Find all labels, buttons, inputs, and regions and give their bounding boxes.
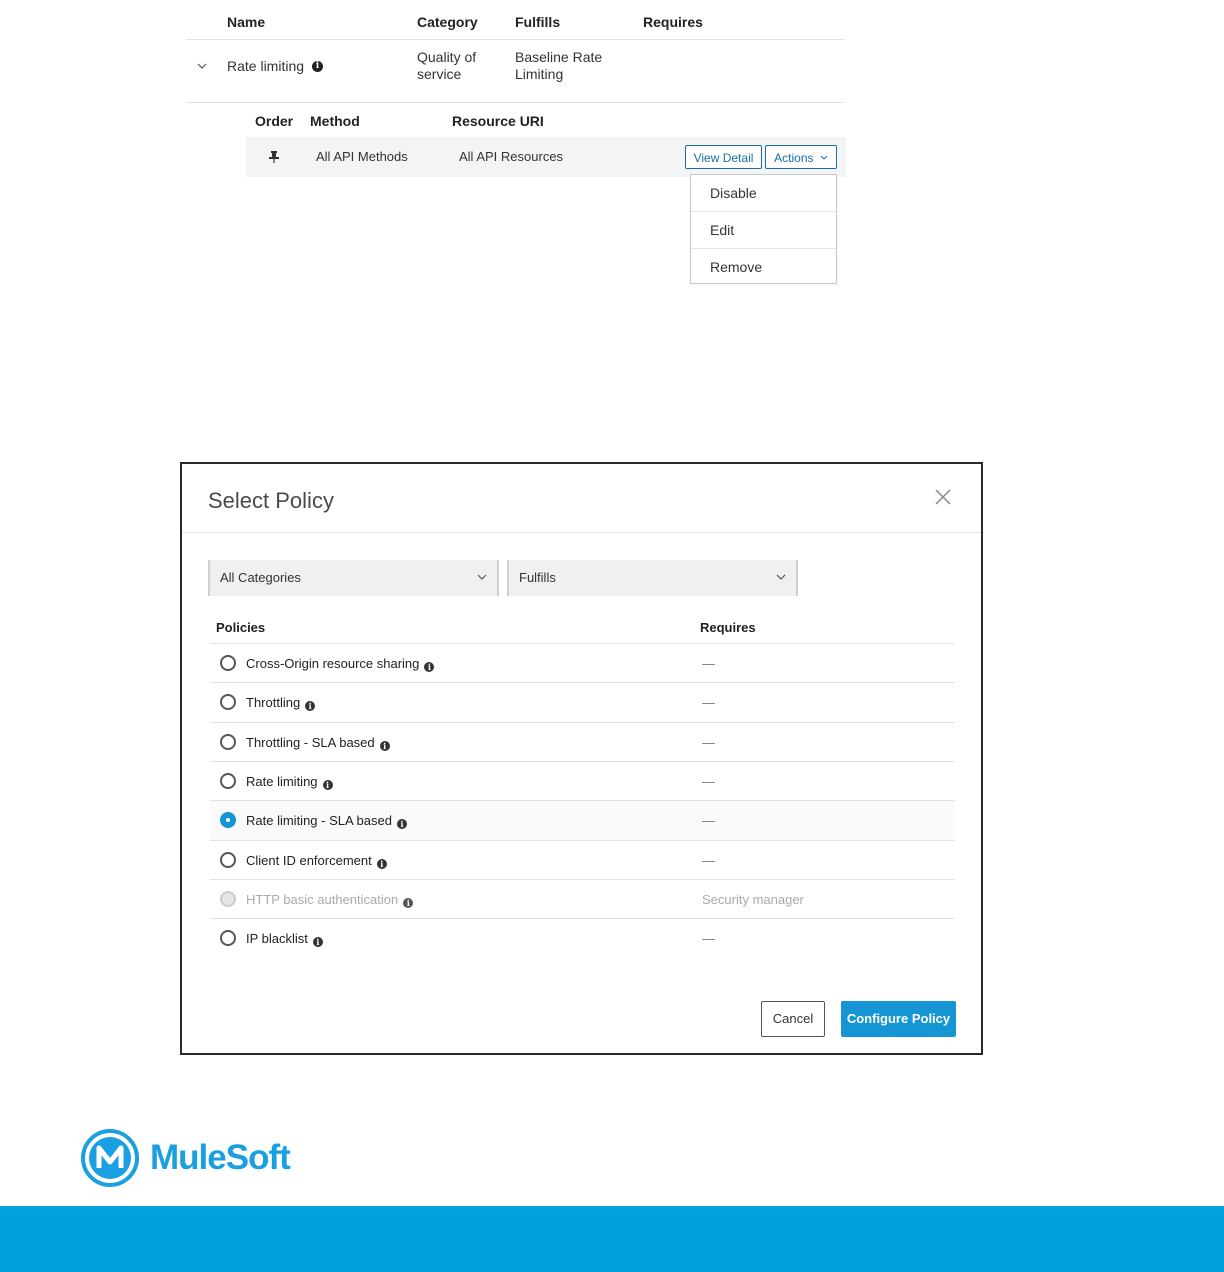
policy-radio[interactable] bbox=[220, 773, 236, 789]
chevron-down-icon[interactable] bbox=[197, 62, 207, 70]
chevron-down-icon bbox=[820, 155, 828, 161]
policy-requires: — bbox=[702, 773, 715, 789]
menu-item-remove[interactable]: Remove bbox=[710, 259, 763, 275]
col-header-method: Method bbox=[310, 113, 360, 129]
col-header-resource-uri: Resource URI bbox=[452, 113, 544, 129]
policy-category-line1: Quality of bbox=[417, 49, 477, 65]
menu-item-disable[interactable]: Disable bbox=[691, 175, 836, 212]
policy-name bbox=[246, 735, 390, 751]
policy-radio[interactable] bbox=[220, 655, 236, 671]
dialog-header-divider bbox=[182, 532, 981, 533]
chevron-down-icon bbox=[776, 574, 786, 581]
actions-button[interactable] bbox=[765, 145, 837, 169]
actions-label: Actions bbox=[774, 151, 814, 165]
policy-requires: — bbox=[702, 656, 715, 671]
category-select[interactable] bbox=[208, 560, 499, 596]
policy-requires: — bbox=[702, 734, 715, 750]
info-icon[interactable]: i bbox=[397, 819, 407, 829]
mulesoft-logo-icon bbox=[80, 1128, 140, 1188]
policy-radio[interactable] bbox=[220, 852, 236, 868]
menu-item-edit[interactable]: Edit bbox=[691, 212, 836, 249]
footer-bar bbox=[0, 1206, 1224, 1272]
header-divider bbox=[186, 39, 845, 40]
info-icon[interactable]: i bbox=[377, 859, 387, 869]
configure-policy-button[interactable]: Configure Policy bbox=[841, 1001, 956, 1037]
policy-name-text: HTTP basic authentication bbox=[246, 891, 399, 907]
col-header-policies: Policies bbox=[216, 620, 266, 635]
policy-radio[interactable] bbox=[220, 734, 236, 750]
policy-requires: — bbox=[702, 813, 715, 829]
view-detail-button[interactable]: View Detail bbox=[685, 145, 762, 169]
method-value: All API Methods bbox=[316, 149, 408, 164]
actions-menu bbox=[690, 174, 837, 284]
info-icon[interactable]: i bbox=[313, 937, 323, 947]
category-select-value: All Categories bbox=[220, 570, 301, 585]
policy-row[interactable] bbox=[210, 840, 955, 880]
info-icon[interactable]: i bbox=[380, 741, 390, 751]
policy-requires: — bbox=[702, 931, 715, 947]
policy-name-text: Rate limiting bbox=[246, 773, 318, 789]
chevron-down-icon bbox=[477, 574, 487, 581]
col-header-requires: Requires bbox=[700, 620, 756, 635]
fulfills-select[interactable] bbox=[507, 560, 798, 596]
policy-row[interactable] bbox=[210, 722, 955, 762]
policy-row[interactable] bbox=[210, 918, 955, 958]
col-header-name: Name bbox=[227, 14, 266, 30]
policy-row[interactable] bbox=[210, 643, 955, 683]
policy-radio bbox=[220, 891, 236, 907]
close-icon[interactable] bbox=[934, 488, 952, 506]
policy-name bbox=[246, 931, 323, 947]
pin-icon bbox=[269, 151, 279, 163]
policy-name[interactable]: Rate limiting bbox=[227, 58, 305, 74]
policy-row[interactable] bbox=[210, 800, 955, 840]
col-header-requires: Requires bbox=[643, 14, 703, 30]
cancel-button[interactable]: Cancel bbox=[761, 1001, 825, 1037]
policy-requires: — bbox=[702, 695, 715, 711]
policy-name-text: Cross-Origin resource sharing bbox=[246, 656, 420, 671]
policy-category-line2: service bbox=[417, 66, 462, 82]
policy-row[interactable] bbox=[210, 682, 955, 722]
policy-name bbox=[246, 695, 315, 711]
policy-name-text: Rate limiting - SLA based bbox=[246, 813, 392, 829]
info-icon[interactable]: i bbox=[323, 780, 333, 790]
policy-radio[interactable] bbox=[220, 812, 236, 828]
policy-radio[interactable] bbox=[220, 930, 236, 946]
info-icon[interactable]: i bbox=[312, 61, 323, 72]
policy-requires: Security manager bbox=[702, 891, 804, 907]
info-icon[interactable]: i bbox=[403, 898, 413, 908]
dialog-title: Select Policy bbox=[208, 488, 334, 513]
policy-row[interactable] bbox=[210, 761, 955, 801]
brand-name: MuleSoft bbox=[150, 1138, 290, 1177]
policy-name-text: Throttling - SLA based bbox=[246, 734, 375, 750]
policy-requires: — bbox=[702, 852, 715, 868]
policy-name-text: IP blacklist bbox=[246, 931, 308, 947]
policy-name bbox=[246, 853, 387, 869]
select-policy-dialog bbox=[180, 462, 983, 1055]
policy-name bbox=[246, 892, 413, 908]
info-icon[interactable]: i bbox=[305, 701, 315, 711]
fulfills-select-value: Fulfills bbox=[519, 570, 556, 585]
policy-name-text: Throttling bbox=[246, 695, 301, 711]
policy-row bbox=[210, 879, 955, 919]
policy-name bbox=[246, 656, 434, 672]
policy-name bbox=[246, 774, 333, 790]
policy-fulfills-line1: Baseline Rate bbox=[515, 49, 603, 65]
resource-uri-value: All API Resources bbox=[459, 149, 564, 164]
policy-name bbox=[246, 813, 407, 829]
col-header-order: Order bbox=[255, 113, 294, 129]
policy-fulfills-line2: Limiting bbox=[515, 66, 564, 82]
info-icon[interactable]: i bbox=[424, 662, 434, 672]
col-header-category: Category bbox=[417, 14, 478, 30]
policy-name-text: Client ID enforcement bbox=[246, 852, 372, 868]
row-divider bbox=[186, 102, 845, 103]
col-header-fulfills: Fulfills bbox=[515, 14, 561, 30]
policy-radio[interactable] bbox=[220, 694, 236, 710]
